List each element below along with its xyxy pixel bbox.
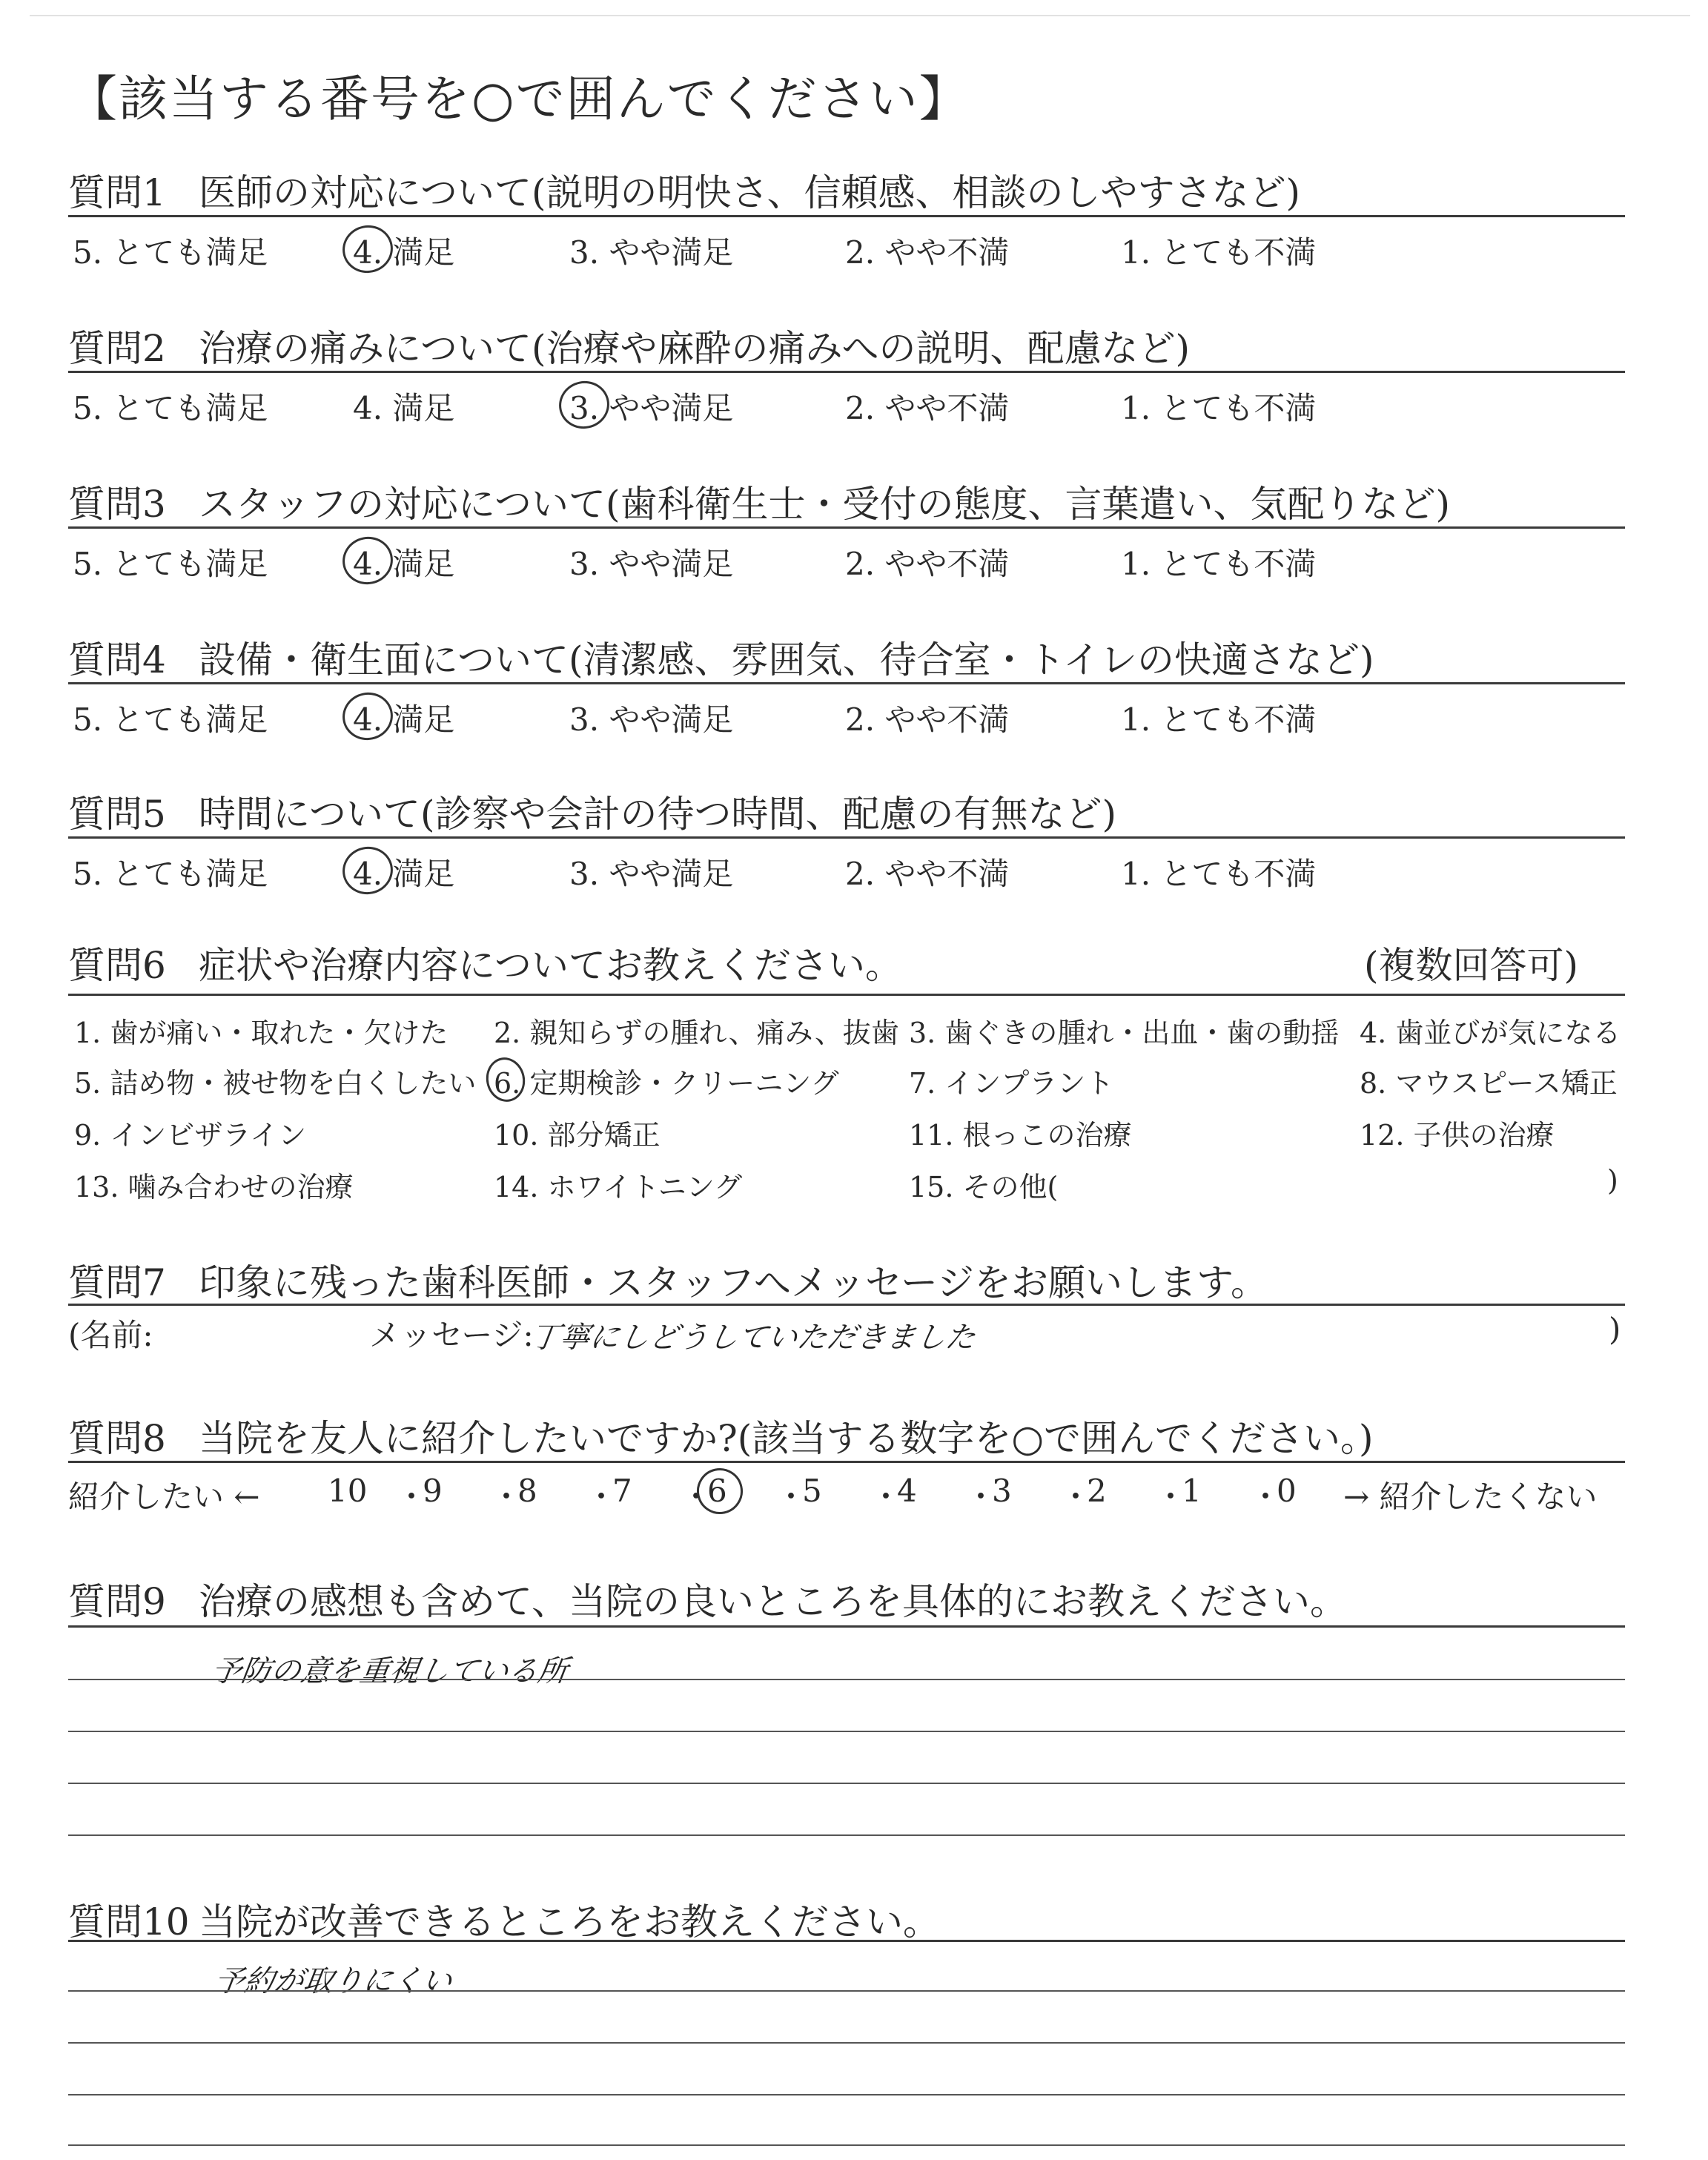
- q9-line-2: [68, 1731, 1625, 1732]
- q6-rule: [68, 994, 1625, 996]
- q9-line-4: [68, 1834, 1625, 1836]
- q1-option-3[interactable]: 3. やや満足: [569, 234, 734, 271]
- q9-number: 質問9: [68, 1580, 166, 1623]
- q4-option-3[interactable]: 3. やや満足: [569, 701, 734, 738]
- q6-option-12[interactable]: 12. 子供の治療: [1360, 1119, 1555, 1152]
- q1-option-5[interactable]: 5. とても満足: [73, 234, 268, 271]
- q7-title: [68, 1253, 1268, 1307]
- q8-scale-dot: ・: [1250, 1479, 1282, 1515]
- q8-scale-dot: ・: [965, 1479, 997, 1515]
- q3-option-4[interactable]: 4. 満足: [353, 546, 455, 582]
- q6-option-7[interactable]: 7. インプラント: [909, 1067, 1114, 1100]
- q1-option-4[interactable]: 4. 満足: [353, 234, 455, 271]
- q2-option-2[interactable]: 2. やや不満: [845, 390, 1010, 426]
- q6-option-6[interactable]: 6. 定期検診・クリーニング: [494, 1067, 839, 1100]
- q2-text: 治療の痛みについて(治療や麻酔の痛みへの説明、配慮など): [199, 327, 1191, 370]
- top-border: [30, 15, 1690, 16]
- q4-rule: [68, 682, 1625, 684]
- q8-scale-9[interactable]: 9: [423, 1473, 443, 1509]
- q8-rule: [68, 1461, 1625, 1463]
- q2-title: [68, 319, 1190, 372]
- q8-scale-dot: ・: [870, 1479, 902, 1515]
- q9-line-1: [68, 1679, 1625, 1680]
- q5-option-5[interactable]: 5. とても満足: [73, 856, 268, 892]
- q10-line-3: [68, 2094, 1625, 2095]
- q8-number: 質問8: [68, 1417, 166, 1460]
- q3-option-2[interactable]: 2. やや不満: [845, 546, 1010, 582]
- q6-option-15[interactable]: 15. その他(: [909, 1171, 1059, 1203]
- q3-option-3[interactable]: 3. やや満足: [569, 546, 734, 582]
- q8-scale-0[interactable]: 0: [1277, 1473, 1297, 1509]
- q7-rule: [68, 1304, 1625, 1306]
- q6-option-3[interactable]: 3. 歯ぐきの腫れ・出血・歯の動揺: [909, 1017, 1340, 1049]
- q1-rule: [68, 215, 1625, 217]
- q9-title: [68, 1572, 1347, 1625]
- q3-rule: [68, 526, 1625, 529]
- q4-option-4[interactable]: 4. 満足: [353, 701, 455, 738]
- q5-option-3[interactable]: 3. やや満足: [569, 856, 734, 892]
- q6-option-8[interactable]: 8. マウスピース矯正: [1360, 1067, 1618, 1100]
- q8-scale-dot: ・: [586, 1479, 618, 1515]
- q3-option-5[interactable]: 5. とても満足: [73, 546, 268, 582]
- q1-number: 質問1: [68, 171, 166, 214]
- q10-line-2: [68, 2042, 1625, 2044]
- q9-rule: [68, 1625, 1625, 1628]
- page-title: 【該当する番号を○で囲んでください】: [68, 70, 970, 128]
- q9-text: 治療の感想も含めて、当院の良いところを具体的にお教えください。: [199, 1580, 1347, 1623]
- q8-right-label: → 紹介したくない: [1343, 1479, 1598, 1515]
- q4-option-2[interactable]: 2. やや不満: [845, 701, 1010, 738]
- q6-close-paren: ): [1607, 1164, 1618, 1197]
- q1-option-1[interactable]: 1. とても不満: [1121, 234, 1317, 271]
- q9-line-3: [68, 1783, 1625, 1784]
- q8-scale-dot: ・: [491, 1479, 523, 1515]
- q8-scale-3[interactable]: 3: [992, 1473, 1012, 1509]
- q6-option-10[interactable]: 10. 部分矯正: [494, 1119, 661, 1152]
- q5-title: [68, 785, 1116, 838]
- q8-scale-5[interactable]: 5: [802, 1473, 822, 1509]
- q7-number: 質問7: [68, 1261, 166, 1304]
- q4-option-1[interactable]: 1. とても不満: [1121, 701, 1317, 738]
- q5-rule: [68, 836, 1625, 839]
- q6-option-9[interactable]: 9. インビザライン: [74, 1119, 307, 1152]
- q8-scale-8[interactable]: 8: [517, 1473, 537, 1509]
- q5-text: 時間について(診察や会計の待つ時間、配慮の有無など): [199, 793, 1117, 836]
- q8-title: [68, 1409, 1373, 1462]
- q8-text: 当院を友人に紹介したいですか?(該当する数字を○で囲んでください。): [199, 1417, 1374, 1460]
- q3-option-1[interactable]: 1. とても不満: [1121, 546, 1317, 582]
- q8-scale-4[interactable]: 4: [897, 1473, 917, 1509]
- q10-title: [68, 1892, 940, 1946]
- q8-left-label: 紹介したい ←: [68, 1479, 260, 1515]
- q8-scale-7[interactable]: 7: [612, 1473, 632, 1509]
- q4-option-5[interactable]: 5. とても満足: [73, 701, 268, 738]
- q6-title: [68, 936, 902, 989]
- q3-text: スタッフの対応について(歯科衛生士・受付の態度、言葉遣い、気配りなど): [199, 483, 1451, 526]
- q2-option-5[interactable]: 5. とても満足: [73, 390, 268, 426]
- q6-number: 質問6: [68, 944, 166, 987]
- q8-scale-10[interactable]: 10: [328, 1473, 368, 1509]
- q6-option-11[interactable]: 11. 根っこの治療: [909, 1119, 1132, 1152]
- q5-option-2[interactable]: 2. やや不満: [845, 856, 1010, 892]
- q2-rule: [68, 371, 1625, 373]
- q8-scale-dot: ・: [1155, 1479, 1187, 1515]
- q9-answer: 予防の意を重視している所: [209, 1654, 570, 1688]
- q4-number: 質問4: [68, 638, 166, 681]
- q8-scale-dot: ・: [775, 1479, 807, 1515]
- q3-title: [68, 475, 1450, 528]
- q8-scale-6[interactable]: 6: [707, 1473, 727, 1509]
- q10-text: 当院が改善できるところをお教えください。: [199, 1900, 940, 1943]
- q8-scale-2[interactable]: 2: [1087, 1473, 1107, 1509]
- q7-message-label: メッセージ:: [369, 1317, 534, 1353]
- q6-multiple-note: (複数回答可): [1364, 944, 1579, 987]
- q2-option-3[interactable]: 3. やや満足: [569, 390, 734, 426]
- q10-answer: 予約が取りにくい: [212, 1964, 454, 1998]
- q1-option-2[interactable]: 2. やや不満: [845, 234, 1010, 271]
- q8-scale-dot: ・: [396, 1479, 428, 1515]
- q4-text: 設備・衛生面について(清潔感、雰囲気、待合室・トイレの快適さなど): [199, 638, 1374, 681]
- q5-option-4[interactable]: 4. 満足: [353, 856, 455, 892]
- q7-name-label: (名前:: [68, 1317, 153, 1353]
- q10-rule: [68, 1940, 1625, 1942]
- q10-line-4: [68, 2144, 1625, 2146]
- q7-close-paren: ): [1609, 1311, 1621, 1347]
- q3-number: 質問3: [68, 483, 166, 526]
- q6-option-14[interactable]: 14. ホワイトニング: [494, 1171, 743, 1203]
- q5-number: 質問5: [68, 793, 166, 836]
- q8-scale-1[interactable]: 1: [1182, 1473, 1202, 1509]
- q2-option-1[interactable]: 1. とても不満: [1121, 390, 1317, 426]
- q8-scale-dot: ・: [681, 1479, 712, 1515]
- q6-option-1[interactable]: 1. 歯が痛い・取れた・欠けた: [74, 1017, 448, 1049]
- q7-message-answer: 丁寧にしどうしていただきました: [528, 1321, 978, 1355]
- q2-number: 質問2: [68, 327, 166, 370]
- q6-option-2[interactable]: 2. 親知らずの腫れ、痛み、抜歯: [494, 1017, 899, 1049]
- q5-option-1[interactable]: 1. とても不満: [1121, 856, 1317, 892]
- q10-line-1: [68, 1990, 1625, 1992]
- q1-text: 医師の対応について(説明の明快さ、信頼感、相談のしやすさなど): [199, 171, 1301, 214]
- q1-title: [68, 163, 1300, 217]
- q10-number: 質問10: [68, 1900, 190, 1943]
- q6-option-13[interactable]: 13. 噛み合わせの治療: [74, 1171, 354, 1203]
- q6-option-5[interactable]: 5. 詰め物・被せ物を白くしたい: [74, 1067, 477, 1100]
- q7-text: 印象に残った歯科医師・スタッフへメッセージをお願いします。: [199, 1261, 1268, 1304]
- q6-option-4[interactable]: 4. 歯並びが気になる: [1360, 1017, 1621, 1049]
- q4-title: [68, 630, 1374, 684]
- q8-scale-dot: ・: [1060, 1479, 1092, 1515]
- q2-option-4[interactable]: 4. 満足: [353, 390, 455, 426]
- q6-text: 症状や治療内容についてお教えください。: [199, 944, 902, 987]
